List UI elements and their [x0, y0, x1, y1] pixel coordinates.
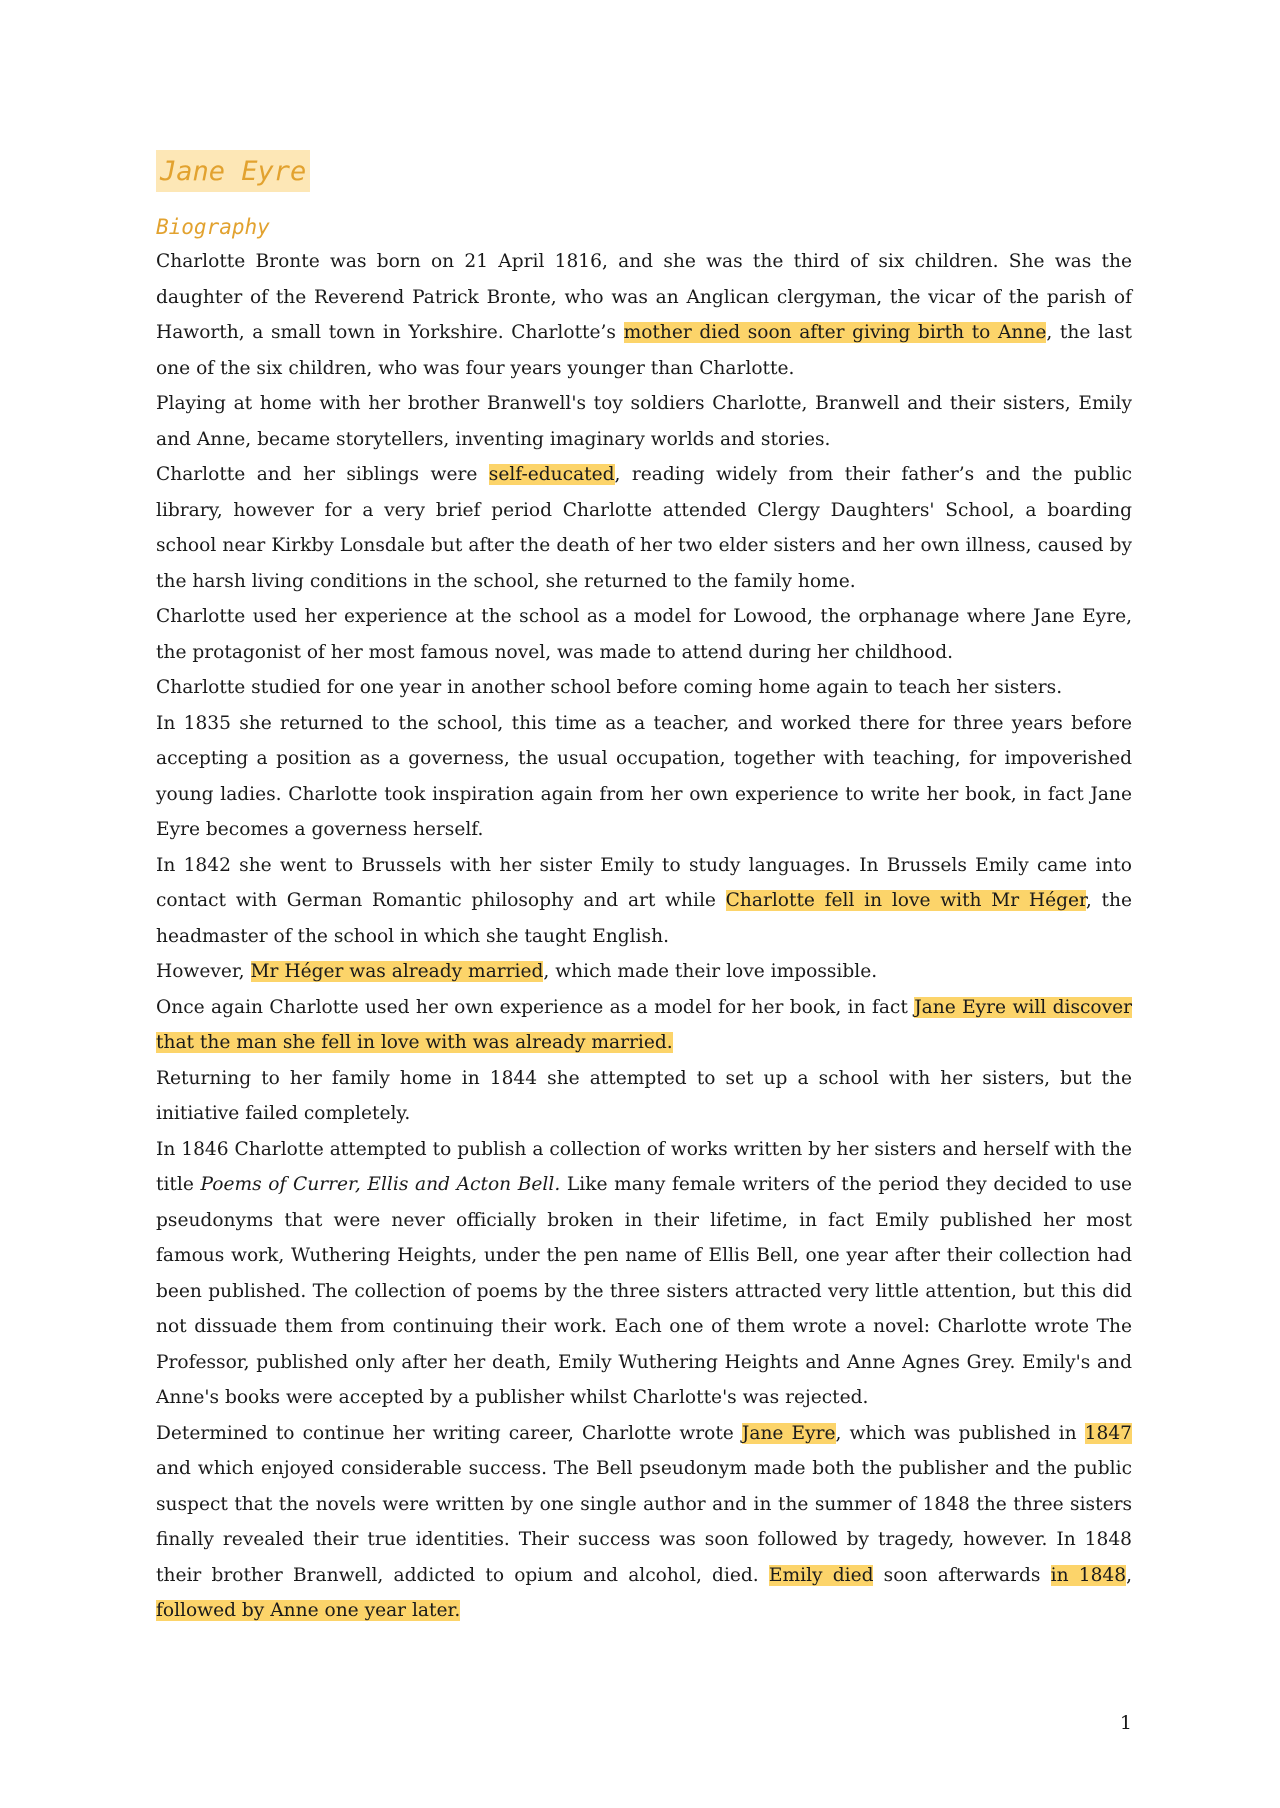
highlighted-text: Emily died [768, 1564, 874, 1586]
highlighted-text: Jane Eyre [741, 1422, 836, 1444]
paragraph-text: Like many female writers of the period they decided to use pseudonyms that were never officially broken in their lifetime, in fact Emily published her most famous work, Wuthering Heights, under the pen name of Ellis Bell, one year after their collection had been published. The collection of poems by the three sisters attracted very little attention, but this did not dissuade them from continuing their work. Each one of them wrote a novel: Charlotte wrote The Professor, published only after her death, Emily Wuthering Heights and Anne Agnes Grey. Emily's and Anne's books were accepted by a publisher whilst Charlotte's was rejected. [156, 1174, 1132, 1408]
paragraph [156, 670, 1132, 706]
paragraph-text: However, [156, 961, 251, 982]
paragraph-text: Once again Charlotte used her own experience as a model for her book, in fact [156, 996, 915, 1018]
paragraph [156, 1416, 1132, 1629]
highlighted-text: self-educated [488, 464, 615, 485]
paragraph [156, 848, 1132, 955]
paragraph-text: , reading widely from their father’s and the public library, however for a very brief period Charlotte attended Clergy Daughters' School, a boarding school near Kirkby Lonsdale but after the death of her two elder sisters and her own illness, caused by the harsh living conditions in the school, she returned to the family home. [156, 464, 1132, 592]
paragraph-text: Determined to continue her writing career, Charlotte wrote [156, 1422, 742, 1444]
highlighted-text: followed by Anne one year later. [156, 1600, 461, 1621]
paragraph-text: , which made their love impossible. [543, 961, 878, 982]
paragraph-text: In 1835 she returned to the school, this time as a teacher, and worked there for three years before accepting a position as a governess, the usual occupation, together with teaching, for impoverished young ladies. Charlotte took inspiration again from her own experience to write her book, in fact Jane Eyre becomes a governess herself. [156, 712, 1132, 840]
paragraph-text: Charlotte used her experience at the school as a model for Lowood, the orphanage where Jane Eyre, the protagonist of her most famous novel, was made to attend during her childhood. [156, 606, 1132, 663]
paragraph [156, 386, 1132, 457]
highlighted-text: Mr Héger was already married [250, 961, 544, 982]
paragraph-text: soon afterwards [873, 1564, 1051, 1586]
paragraph [156, 706, 1132, 848]
paragraph-text: Returning to her family home in 1844 she attempted to set up a school with her sisters, but the initiative failed completely. [156, 1067, 1132, 1124]
paragraph-text: Playing at home with her brother Branwell's toy soldiers Charlotte, Branwell and their sisters, Emily and Anne, became storytellers, inventing imaginary worlds and stories. [156, 393, 1132, 450]
highlighted-text: Charlotte fell in love with Mr Héger [725, 890, 1086, 911]
paragraph [156, 1132, 1132, 1416]
paragraph-text: , [1126, 1564, 1132, 1586]
biography-body [156, 244, 1132, 1629]
paragraph [156, 244, 1132, 386]
document-title: Jane Eyre [160, 156, 307, 187]
paragraph-text: Charlotte studied for one year in another school before coming home again to teach her sisters. [156, 677, 1063, 698]
paragraph-text: , which was published in [835, 1422, 1085, 1444]
paragraph-text: , the headmaster of the school in which she taught English. [156, 890, 1132, 947]
highlighted-text: 1847 [1084, 1422, 1132, 1444]
paragraph [156, 990, 1132, 1061]
title-highlight [156, 150, 310, 192]
highlighted-text: in 1848 [1050, 1564, 1127, 1586]
italic-title-text: Poems of Currer, Ellis and Acton Bell. [200, 1174, 561, 1195]
paragraph [156, 457, 1132, 599]
paragraph-text: and which enjoyed considerable success. The Bell pseudonym made both the publisher and the public suspect that the novels were written by one single author and in the summer of 1848 the three sisters finally revealed their true identities. Their success was soon followed by tragedy, however. In 1848 their brother Branwell, addicted to opium and alcohol, died. [156, 1458, 1132, 1586]
paragraph [156, 954, 1132, 990]
highlighted-text: mother died soon after giving birth to Anne [623, 322, 1047, 343]
paragraph-text: In 1846 Charlotte attempted to publish a collection of works written by her sisters and herself with the title [156, 1138, 1132, 1195]
paragraph [156, 1061, 1132, 1132]
paragraph-text: Charlotte Bronte was born on 21 April 1816, and she was the third of six children. She was the daughter of the Reverend Patrick Bronte, who was an Anglican clergyman, the vicar of the parish of Haworth, a small town in Yorkshire. Charlotte’s [156, 251, 1132, 343]
page-number: 1 [1119, 1712, 1132, 1734]
document-page [156, 150, 1132, 1629]
section-heading: Biography [156, 215, 270, 239]
highlighted-text: Jane Eyre will discover that the man she fell in love with was already married. [156, 996, 1132, 1053]
paragraph-text: In 1842 she went to Brussels with her sister Emily to study languages. In Brussels Emily came into contact with German Romantic philosophy and art while [156, 854, 1132, 911]
paragraph [156, 599, 1132, 670]
paragraph-text: Charlotte and her siblings were [156, 464, 489, 485]
paragraph-text: , the last one of the six children, who was four years younger than Charlotte. [156, 322, 1132, 379]
